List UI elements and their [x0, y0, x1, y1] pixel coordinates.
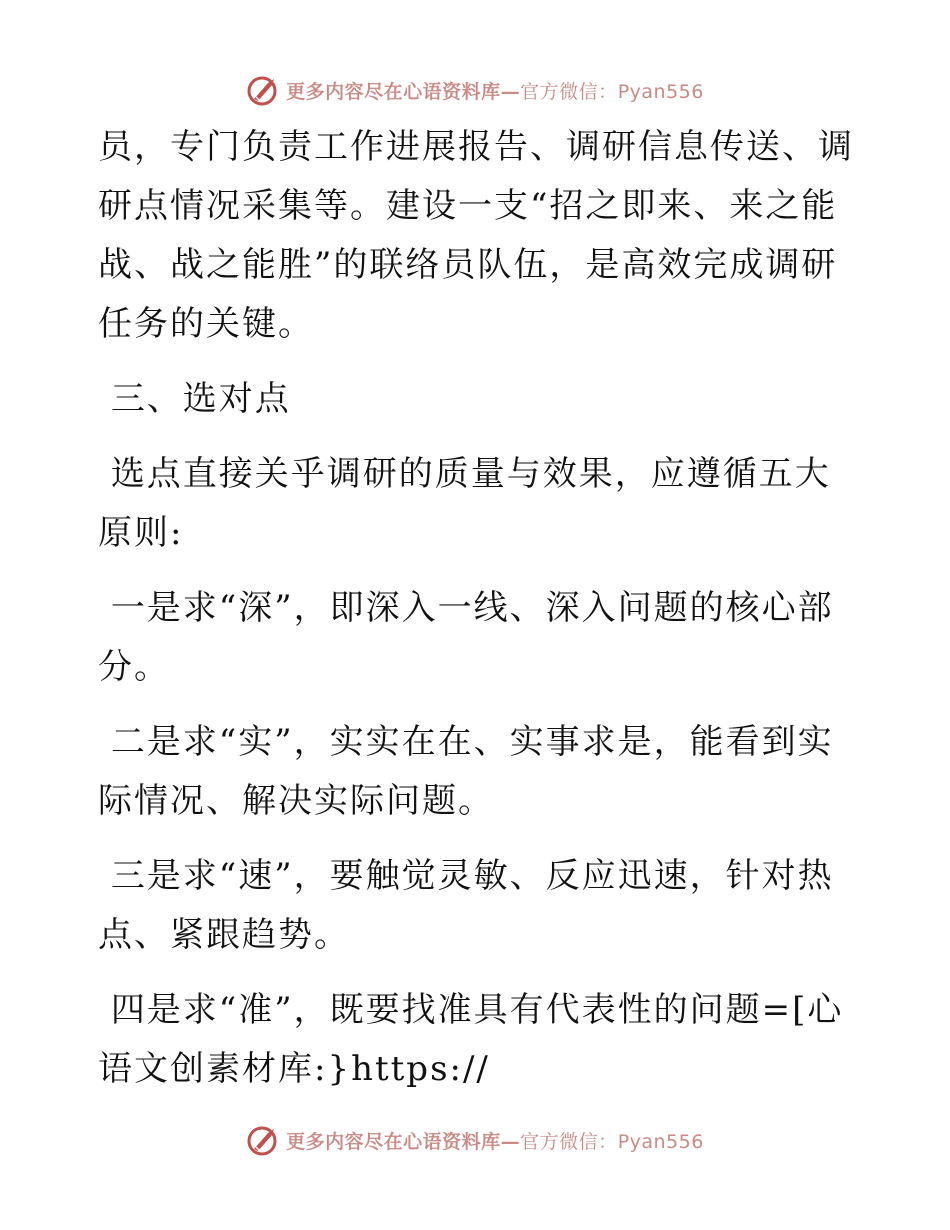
quill-pen-logo-icon: [246, 1123, 280, 1157]
paragraph-principle-speed: 三是求“速”，要触觉灵敏、反应迅速，针对热点、紧跟趋势。: [98, 856, 834, 955]
footer-watermark: [0, 1120, 950, 1160]
paragraph-principle-reality: 二是求“实”，实实在在、实事求是，能看到实际情况、解决实际问题。: [98, 722, 834, 821]
watermark-text: 更多内容尽在心语资料库—官方微信：Pyan556: [286, 80, 704, 103]
watermark-text: 更多内容尽在心语资料库—官方微信：Pyan556: [286, 1130, 704, 1153]
paragraph-principle-depth: 一是求“深”，即深入一线、深入问题的核心部分。: [98, 588, 834, 687]
paragraph-five-principles: 选点直接关乎调研的质量与效果，应遵循五大原则:: [98, 454, 831, 553]
paragraph-principle-accuracy: 四是求“准”，既要找准具有代表性的问题=[心语文创素材库:}https://: [98, 990, 844, 1089]
quill-pen-logo-icon: [246, 73, 280, 107]
document-body: [98, 118, 858, 1099]
header-watermark: [0, 70, 950, 110]
section-heading-select-point: 三、选对点: [98, 379, 291, 419]
paragraph-liaison: 员，专门负责工作进展报告、调研信息传送、调研点情况采集等。建设一支“招之即来、来之能战、战之能胜”的联络员队伍，是高效完成调研任务的关键。: [98, 127, 854, 344]
